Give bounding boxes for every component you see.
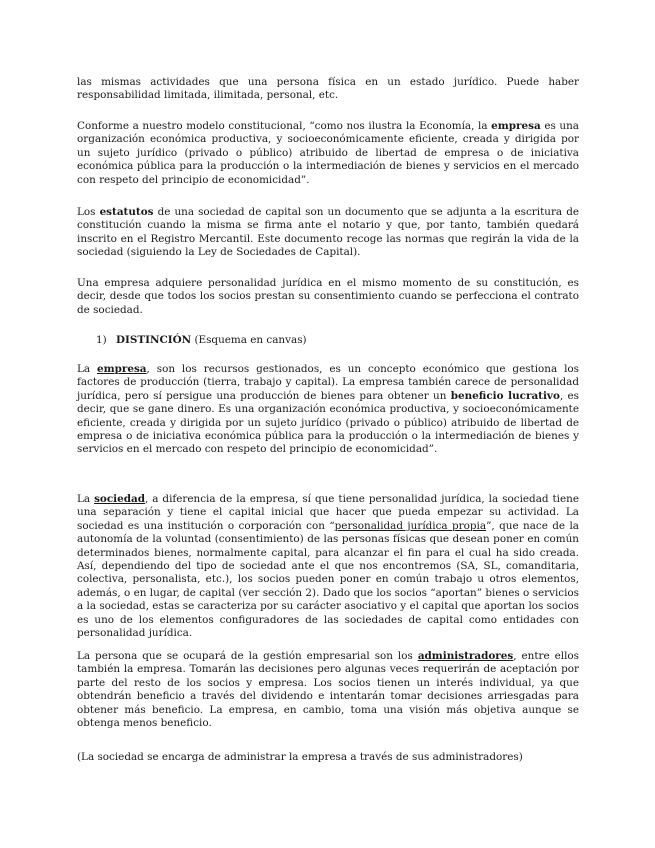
paragraph-administradores <box>77 650 579 730</box>
text-run: , a diferencia de la empresa, sí que tiene personalidad jurídica, la sociedad tiene una separación y tiene el capital inicial que hacer que pueda empezar su actividad. La sociedad es una institución o corporación con “ <box>77 493 579 532</box>
paragraph-closing-note <box>77 751 579 764</box>
paragraph-personalidad-juridica <box>77 277 579 317</box>
paragraph-text: Una empresa adquiere personalidad jurídica en el mismo momento de su constitución, es decir, desde que todos los socios prestan su consentimiento cuando se perfecciona el contrato de sociedad. <box>77 277 579 316</box>
text-run: , entre ellos también la empresa. Tomarán las decisiones pero algunas veces requerirán de aceptación por parte del resto de los socios y empresa. Los socios tienen un interés individual, ya que obtendrán beneficio a través del dividendo e intentarán tomar decisiones arriesgadas para obtener más beneficio. La empresa, en cambio, toma una visión más objetiva aunque se obtenga menos beneficio. <box>77 650 579 730</box>
term-beneficio-lucrativo: beneficio lucrativo <box>450 389 560 402</box>
text-run: Los <box>77 206 100 218</box>
text-run: La persona que se ocupará de la gestión empresarial son los <box>77 650 418 662</box>
text-run: La <box>77 363 97 375</box>
term-empresa: empresa <box>491 120 541 132</box>
paragraph-text: (La sociedad se encarga de administrar la empresa a través de sus administradores) <box>77 751 523 763</box>
paragraph-constitutional-model <box>77 120 579 187</box>
section-title: DISTINCIÓN <box>116 334 192 346</box>
term-administradores-underlined: administradores <box>417 650 514 662</box>
text-run: de una sociedad de capital son un documento que se adjunta a la escritura de constitución cuando la misma se firma ante el notario y que, por tanto, también quedará inscrito en el Registro Mercantil. Este documento recoge las normas que regirán la vida de la sociedad (siguiendo la Ley de Sociedades de Capital). <box>77 206 579 259</box>
term-sociedad-underlined: sociedad <box>94 493 145 505</box>
text-run: La <box>77 493 95 505</box>
section-note: (Esquema en canvas) <box>191 334 307 346</box>
section-number: 1) <box>96 334 107 346</box>
text-run: , es decir, que se gane dinero. Es una organización económica productiva, y socioeconómicamente eficiente, creada y dirigida por un sujeto jurídico (privado o público) atribuido de libertad de empresa o de iniciativa económica pública para la producción o la intermediación de bienes y servicios en el mercado con respeto del principio de economicidad”. <box>77 389 579 456</box>
paragraph-empresa <box>77 363 579 457</box>
term-estatutos: estatutos <box>99 206 154 218</box>
paragraph-continuation <box>77 76 579 103</box>
text-run: es una organización económica productiva, y socioeconómicamente eficiente, creada y dirigida por un sujeto jurídico (privado o público) atribuido de libertad de empresa o de iniciativa económica pública para la producción o la intermediación de bienes y servicios en el mercado con respeto del principio de economicidad”. <box>77 120 579 186</box>
paragraph-text: las mismas actividades que una persona física en un estado jurídico. Puede haber responsabilidad limitada, ilimitada, personal, etc. <box>77 76 579 102</box>
text-run: , son los recursos gestionados, es un concepto económico que gestiona los factores de producción (tierra, trabajo y capital). La empresa también carece de personalidad jurídica, pero sí persigue una producción de bienes para obtener un <box>77 363 579 402</box>
section-heading <box>96 334 556 347</box>
paragraph-estatutos <box>77 206 579 260</box>
term-empresa-underlined: empresa <box>97 363 147 375</box>
text-run: ”, que nace de la autonomía de la voluntad (consentimiento) de las personas físicas que desean poner en común determinados bienes, normalmente capital, para alcanzar el fin para el cual ha sido creada. Así, dependiendo del tipo de sociedad ante el que nos encontremos (SA, SL, comanditaria, colectiva, personalista, etc.), los socios pueden poner en común trabajo u otros elementos, además, o en lugar, de capital (ver sección 2). Dado que los socios “aportan” bienes o servicios a la sociedad, estas se caracteriza por su carácter asociativo y el capital que aportan los socios es uno de los elementos configuradores de las sociedades de capital como entidades con personalidad jurídica. <box>77 519 580 640</box>
term-personalidad-juridica-propia: personalidad jurídica propia <box>334 519 487 532</box>
paragraph-sociedad <box>77 493 579 640</box>
text-run: Conforme a nuestro modelo constitucional, “como nos ilustra la Economía, la <box>77 120 492 132</box>
